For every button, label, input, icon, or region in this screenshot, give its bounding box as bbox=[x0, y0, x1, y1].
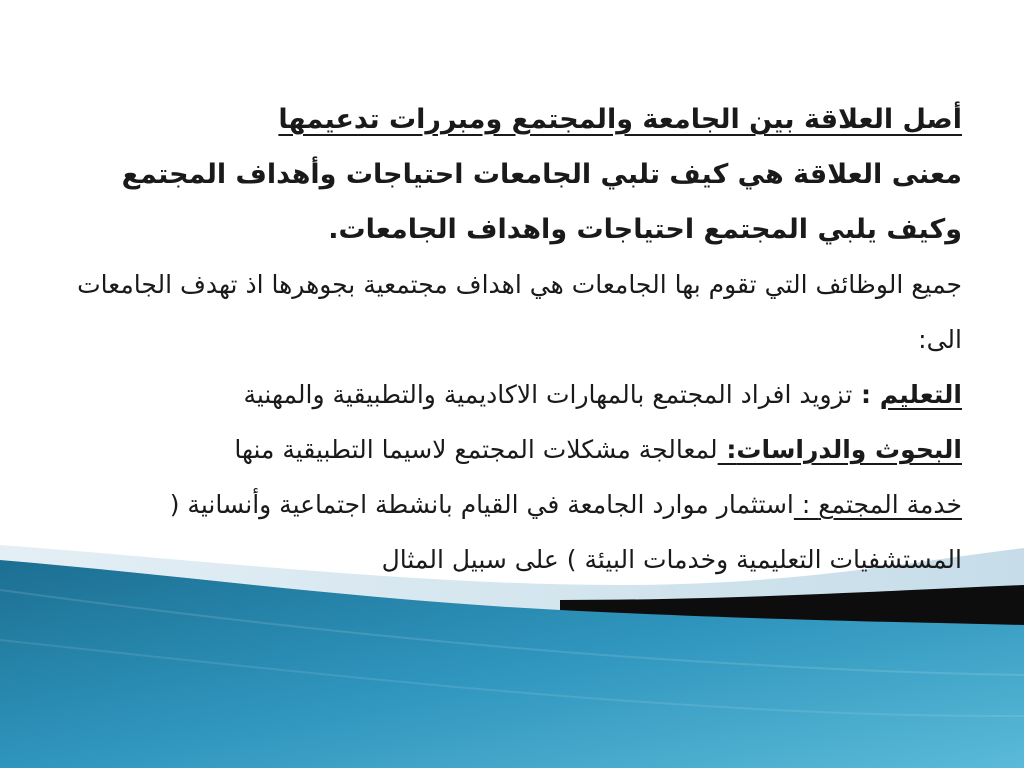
item-separator: : bbox=[852, 380, 880, 409]
item-text: استثمار موارد الجامعة في القيام بانشطة اجتماعية وأنسانية ( المستشفيات التعليمية وخدمات البيئة ) على سبيل المثال bbox=[169, 490, 962, 574]
item-separator: : bbox=[717, 435, 737, 464]
item-text: تزويد افراد المجتمع بالمهارات الاكاديمية والتطبيقية والمهنية bbox=[243, 380, 853, 409]
relationship-definition: معنى العلاقة هي كيف تلبي الجامعات احتياجات وأهداف المجتمع وكيف يلبي المجتمع احتياجات واهداف الجامعات. bbox=[121, 159, 962, 245]
slide-title: أصل العلاقة بين الجامعة والمجتمع ومبررات تدعيمها bbox=[278, 104, 962, 135]
item-separator: : bbox=[793, 490, 819, 519]
list-item-research bbox=[40, 422, 962, 477]
item-label: التعليم bbox=[879, 380, 962, 409]
list-item-community-service bbox=[40, 477, 962, 587]
list-item-education bbox=[40, 367, 962, 422]
functions-intro: جميع الوظائف التي تقوم بها الجامعات هي اهداف مجتمعية بجوهرها اذ تهدف الجامعات الى: bbox=[77, 270, 962, 354]
item-text: لمعالجة مشكلات المجتمع لاسيما التطبيقية منها bbox=[234, 435, 718, 464]
item-label: البحوث والدراسات bbox=[736, 435, 962, 464]
item-label: خدمة المجتمع bbox=[818, 490, 962, 519]
slide-body bbox=[40, 92, 962, 587]
